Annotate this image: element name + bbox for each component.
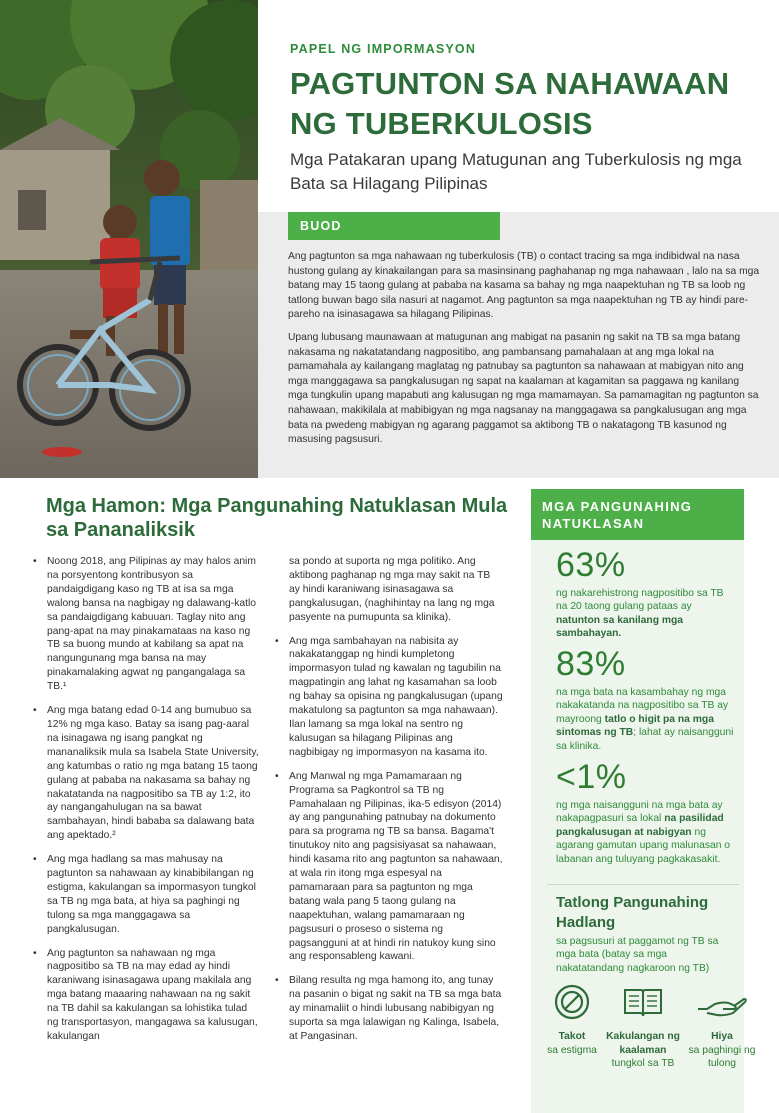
barrier-knowledge-rest: tungkol sa TB (611, 1058, 675, 1070)
summary-text (288, 250, 760, 456)
barriers-title: Tatlong Pangunahing Hadlang (556, 894, 709, 931)
key-findings-heading: MGA PANGUNAHING NATUKLASAN (531, 489, 744, 540)
summary-label: BUOD (288, 212, 500, 240)
page-subtitle: Mga Patakaran upang Matugunan ang Tuberkulosis ng mga Bata sa Hilagang Pilipinas (290, 150, 742, 193)
page-title: PAGTUNTON SA NAHAWAAN NG TUBERKULOSIS (290, 66, 730, 141)
stat-text-1-bold: natunton sa kanilang mga sambahayan. (556, 614, 684, 640)
stat-text-1 (556, 587, 734, 641)
stat-text-2 (556, 686, 734, 753)
findings-list-middle (275, 555, 503, 1044)
open-book-icon (621, 982, 665, 1022)
list-item: • Noong 2018, ang Pilipinas ay may halos anim na porsyentong kontribusyon sa pandaigdigang kaso ng TB at isa sa mga walong bansa na nagbigay ng dalawang-katlo sa pandaigdigang kabuuan. Taglay nito ang pang-apat na may pinakamataas na kaso ng TB sa buong mundo at kabilang sa apat na nangungunang mga bansa na may pinakamalaking agwat ng pangangalaga sa TB.¹ (33, 555, 261, 694)
stat-text-3-plain: ng mga naisangguni na mga bata ay nakapagpasuri sa lokal (556, 800, 723, 825)
findings-column-middle (275, 555, 503, 1054)
stat-value-2: 83% (556, 645, 626, 683)
sidebar-divider (547, 884, 739, 885)
stat-value-1: 63% (556, 546, 626, 584)
summary-paragraph-1: Ang pagtunton sa mga nahawaan ng tuberkulosis (TB) o contact tracing sa mga indibidwal na nasa hustong gulang ay kinakailangan para sa masinsinang paghahanap ng mga nahawaan , lalo na sa mga batang may 15 taong gulang at pababa na kasama sa bahay ng mga naapektuhan ng TB sa loob ng tatlong buwan bago sila nasuri at nagamot. Ang pagtunton sa mga naapektuhan ng TB ay hindi pare-pareho na isinasagawa sa hilagang Pilipinas. (288, 251, 760, 321)
stat-text-2-after: ; lahat ay naisangguni sa klinika. (556, 727, 734, 752)
barrier-stigma-bold: Takot (558, 1031, 586, 1042)
list-item: • Ang pagtunton sa nahawaan ng mga nagpositibo sa TB na may edad ay hindi karaniwang isinasagawa upang makilala ang mga batang maaaring nahawaan na ng sakit na TB dahil sa kakulangan sa lohistika tulad ng transportasyon, mangagawa sa kalusugan, kakulangan (33, 947, 261, 1044)
cover-photo-children-bicycle (0, 0, 258, 478)
open-hand-icon (695, 982, 749, 1022)
barrier-shame-bold: Hiya (711, 1031, 733, 1042)
list-item: • Ang mga batang edad 0-14 ang bumubuo sa 12% ng mga kaso. Batay sa isang pag-aaral na isinagawa ng isang pangkat ng mananaliksik mula sa Isabela State University, ang katumbas o ratio ng mga batang 15 taong gulang at pababa na nakasama sa bahay ng nakatatanda na nagpositibo sa TB ay 1:2, ito ay nangangahulugan na sa bawat sambahayan, hindi bababa sa dalawang bata ang apektado.² (33, 704, 261, 843)
no-symbol-icon (552, 982, 592, 1022)
stat-text-3-bold: na pasilidad pangkalusugan at nabigyan (556, 813, 724, 838)
barrier-stigma-label (536, 1030, 608, 1057)
barrier-shame-rest: sa paghingi ng tulong (688, 1044, 756, 1070)
stat-value-3: <1% (556, 758, 627, 796)
barrier-knowledge (604, 982, 682, 1071)
summary-paragraph-2: Upang lubusang maunawaan at matugunan ang mabigat na pasanin ng sakit na TB sa mga batang nakasama ng nakatatandang nagpositibo, ang pambansang pamahalaan at ang mga lokal na pamamahala ay kailangang maglatag ng patnubay sa pagtunton sa nahawaan at mabigyan nito ang mga manggagawa sa pangkalusugan ng sapat na kaalaman at kagamitan sa paggawa ng kanilang mga tungkulin upang mapabuti ang kalusugan ng mga mamamayan. Sa pamamagitan ng pagtunton sa nahawaan, makikilala at mabibigyan ng mga nagsanay na manggagawa sa pangkalusugan ang mga bata na pwedeng mabigyan ng agarang paggamot sa aktibong TB o nakatagong TB kasunod ng masusing pagsusuri. (288, 331, 759, 446)
section-heading: Mga Hamon: Mga Pangunahing Natuklasan Mula sa Pananaliksik (46, 495, 508, 541)
barrier-shame-label (684, 1030, 760, 1071)
findings-column-left (33, 555, 261, 1054)
barriers-subtitle: sa pagsusuri at paggamot ng TB sa mga bata (batay sa mga nakatatandang nagkaroon ng TB) (556, 936, 719, 974)
barrier-shame (684, 982, 760, 1071)
list-item: • Ang mga sambahayan na nabisita ay nakakatanggap ng hindi kumpletong impormasyon tulad ng kawalan ng tagubilin na magpatingin ang lahat ng kasamahan sa loob ng bahay sa opisina ng pangkalusugan (upang makatulong sa pagtunton sa mga nahawaan). Ilan lamang sa mga lokal na sentro ng kalusugan sa hilagang Pilipinas ang nagbibigay ng impormasyon na kasama ito. (275, 635, 503, 760)
barrier-knowledge-label (604, 1030, 682, 1071)
stat-text-2-plain: na mga bata na kasambahay ng mga nakakatanda na nagpositibo sa TB ay mayroong (556, 687, 729, 725)
stat-text-1-plain: ng nakarehistrong nagpositibo sa TB na 20 taong gulang pataas ay (556, 588, 724, 613)
stat-text-3-after: ng agarang gamutan upang malunasan o labanan ang tuluyang pagkakasakit. (556, 826, 731, 865)
list-item: • Bilang resulta ng mga hamong ito, ang tunay na pasanin o bigat ng sakit na TB sa mga bata ay minamaliit o hindi lubusang nabibigyan ng suporta sa mga lalawigan ng Kalinga, Isabela, at Pangasinan. (275, 974, 503, 1044)
barrier-stigma-rest: sa estigma (547, 1044, 597, 1056)
list-item-continuation: sa pondo at suporta ng mga politiko. Ang aktibong paghanap ng mga may sakit na TB ay hindi karaniwang isinasagawa sa pangkalusugan, (naghihintay na lang ng mga pasyente na pumupunta sa klinika). (289, 556, 495, 623)
barrier-stigma (536, 982, 608, 1057)
list-item: • Ang mga hadlang sa mas mahusay na pagtunton sa nahawaan ay kinabibilangan ng estigma, kakulangan sa impormasyon tungkol sa TB ng mga bata, at hiya sa paghingi ng tulong sa mga manggagawa sa pangkalusugan. (33, 853, 261, 936)
stat-text-2-bold: tatlo o higit pa na mga sintomas ng TB (556, 713, 714, 739)
list-item: • Ang Manwal ng mga Pamamaraan ng Programa sa Pagkontrol sa TB ng Pamahalaan ng Pilipinas, ika-5 edisyon (2014) ay ang pangunahing patnubay na dokumento para sa programa ng TB sa bansa. Bagama't tinutukoy nito ang pagsisiyasat sa nahawaan, hindi kasama rito ang pagtunton sa nahawaan, at wala rin itong mga espesyal na pamamaraan para sa pagtunton ng mga batang wala pang 5 taong gulang na naapektuhan, walang pamamaraan ng pagsusuri o proseso o sistema ng pagsangguni at at hindi rin natukoy kung sino ang responsableng kawani. (275, 770, 503, 965)
barrier-knowledge-bold: Kakulangan ng kaalaman (606, 1031, 680, 1056)
stat-text-3 (556, 799, 734, 866)
document-type-label: PAPEL NG IMPORMASYON (290, 42, 477, 56)
photo-illustration (0, 0, 258, 478)
findings-list-left (33, 555, 261, 1044)
